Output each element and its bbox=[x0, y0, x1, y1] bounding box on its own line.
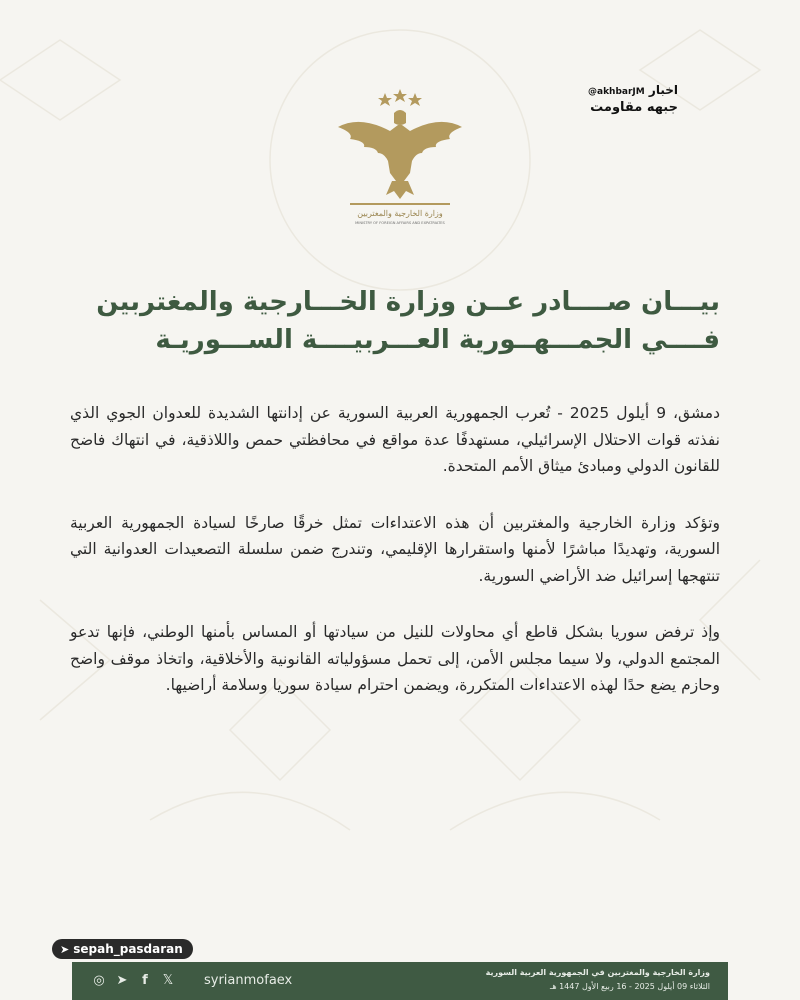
watermark-word: اخبار bbox=[648, 83, 678, 97]
watermark-handle: @akhbarJM bbox=[588, 87, 645, 97]
logo-arabic-text: وزارة الخارجية والمغتربين bbox=[357, 209, 443, 218]
ministry-eagle-logo bbox=[330, 85, 470, 225]
paragraph-2: وتؤكد وزارة الخارجية والمغتربين أن هذه الاعتداءات تمثل خرقًا صارخًا لسيادة الجمهورية العربية السورية، وتهديدًا مباشرًا لأمنها واستقرارها الإقليمي، وتندرج ضمن سلسلة التصعيدات العدوانية التي تنتهجها إسرائيل ضد الأراضي السورية. bbox=[70, 513, 720, 585]
footer-handle[interactable]: syrianmofaex bbox=[204, 973, 293, 988]
statement-body bbox=[70, 400, 720, 729]
x-icon[interactable]: 𝕏 bbox=[162, 973, 174, 988]
footer-ministry-name: وزارة الخارجية والمغتربين في الجمهورية العربية السورية bbox=[485, 968, 710, 977]
paragraph-3: وإذ ترفض سوريا بشكل قاطع أي محاولات للنيل من سيادتها أو المساس بأمنها الوطني، فإنها تدعو المجتمع الدولي، ولا سيما مجلس الأمن، إلى تحمل مسؤولياته القانونية والأخلاقية، واتخاذ موقف واضح وحازم يضع حدًا لهذه الاعتداءات المتكررة، ويضمن احترام سيادة سوريا وسلامة أراضيها. bbox=[70, 623, 720, 694]
footer-issuer bbox=[486, 966, 710, 994]
channel-tag-label: sepah_pasdaran bbox=[73, 942, 183, 956]
watermark bbox=[588, 82, 678, 116]
social-icons bbox=[92, 972, 175, 990]
footer-date: الثلاثاء 09 أيلول 2025 - 16 ربيع الأول 1447 هـ bbox=[549, 982, 710, 991]
channel-tag[interactable] bbox=[52, 939, 193, 959]
paragraph-1: دمشق، 9 أيلول 2025 - تُعرب الجمهورية العربية السورية عن إدانتها الشديدة للعدوان الجوي الذي نفذته قوات الاحتلال الإسرائيلي، مستهدفًا عدة مواقع في محافظتي حمص واللاذقية، في انتهاك فاضح للقانون الدولي ومبادئ ميثاق الأمم المتحدة. bbox=[70, 404, 721, 475]
footer-bar bbox=[72, 962, 728, 1000]
watermark-line2: جبهه مقاومت bbox=[590, 100, 678, 115]
facebook-icon[interactable]: f bbox=[142, 973, 148, 988]
title-line-1: بيـــان صــــادر عــن وزارة الخـــارجية والمغتربين bbox=[96, 287, 720, 317]
telegram-icon: ➤ bbox=[60, 943, 70, 956]
telegram-icon[interactable]: ➤ bbox=[116, 973, 128, 988]
instagram-icon[interactable]: ◎ bbox=[93, 973, 105, 988]
statement-title bbox=[70, 283, 720, 359]
title-line-2: فــــي الجمـــهــورية العـــربيــــة الســـوريـة bbox=[155, 325, 720, 355]
logo-english-text: MINISTRY OF FOREIGN AFFAIRS AND EXPATRIATES bbox=[355, 221, 445, 225]
